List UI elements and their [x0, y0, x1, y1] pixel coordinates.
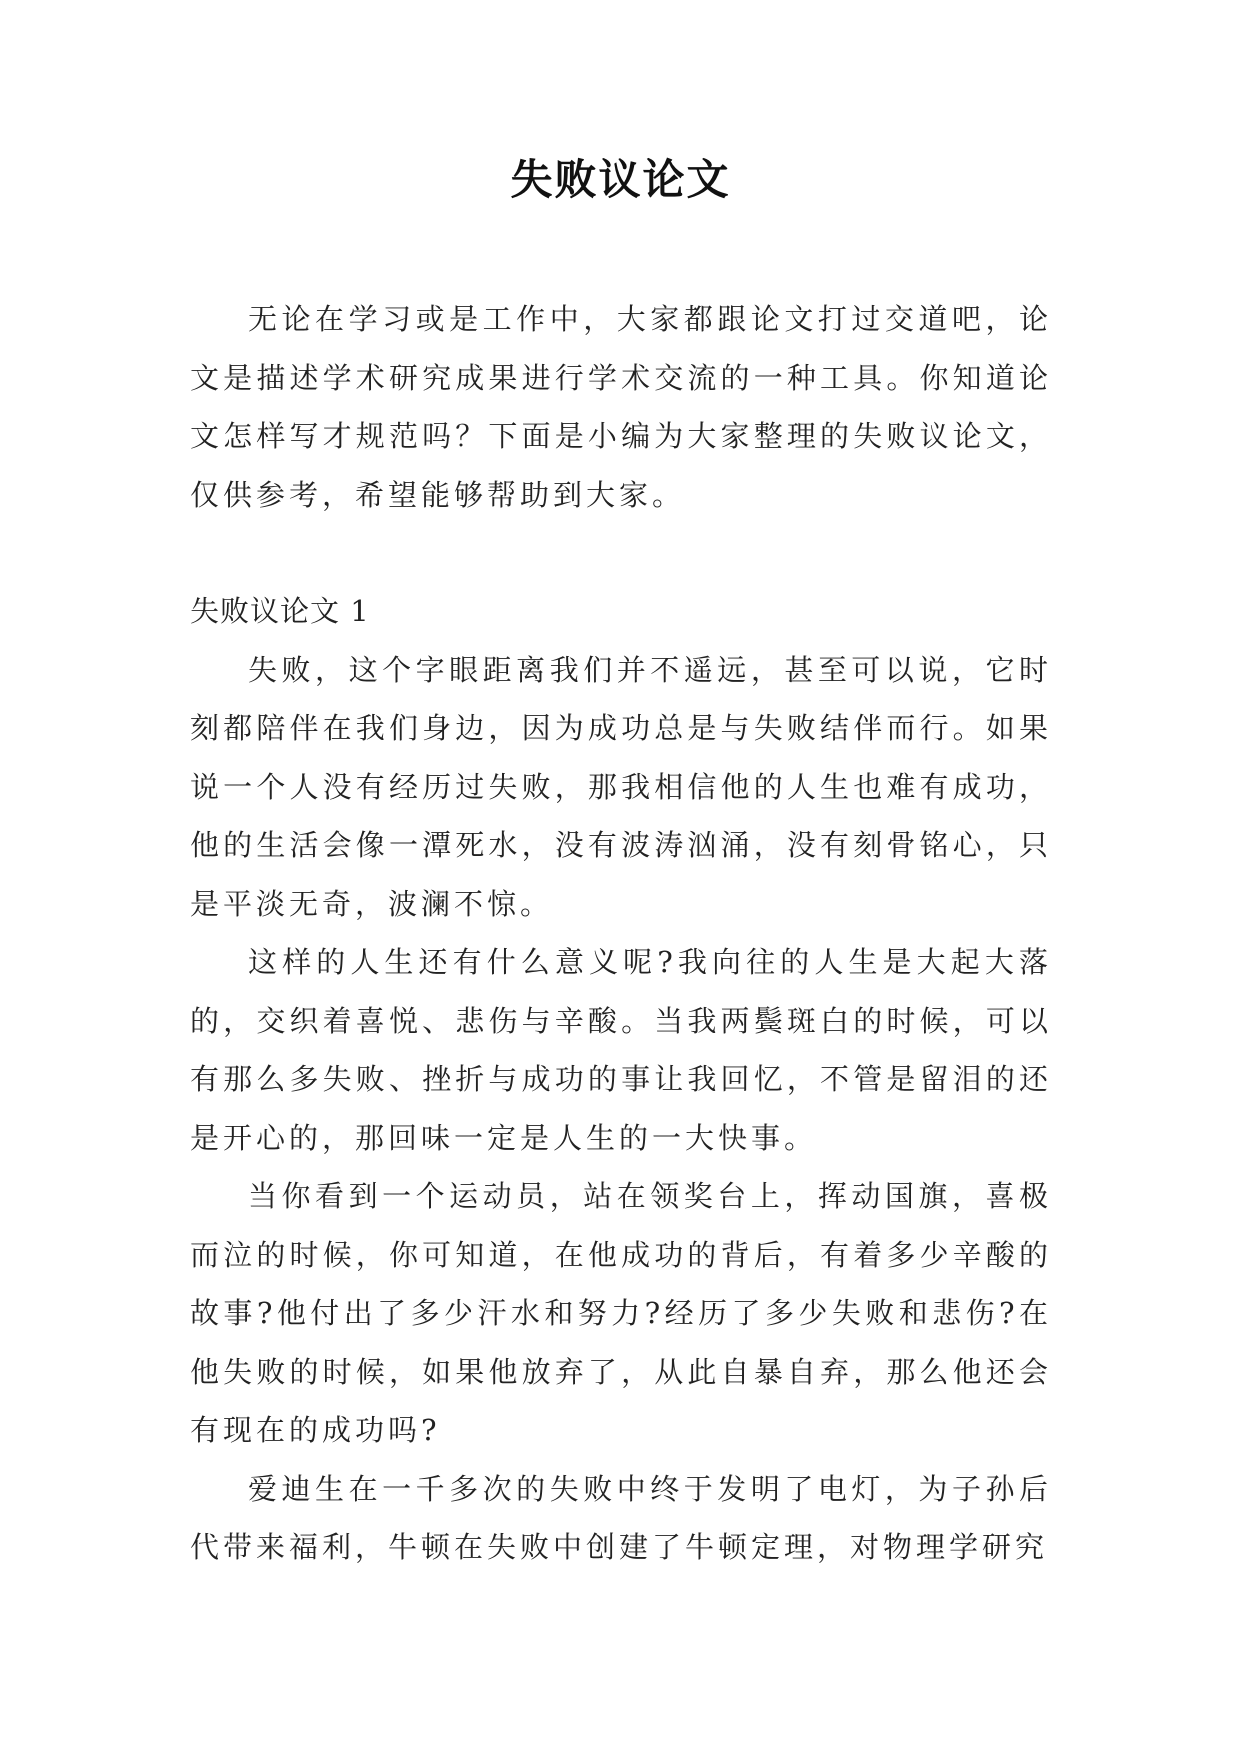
document-body [190, 290, 1052, 1577]
body-paragraph-3: 当你看到一个运动员，站在领奖台上，挥动国旗，喜极而泣的时候，你可知道，在他成功的背后，有着多少辛酸的故事?他付出了多少汗水和努力?经历了多少失败和悲伤?在他失败的时候，如果他放弃了，从此自暴自弃，那么他还会有现在的成功吗? [190, 1179, 1052, 1447]
body-paragraph-4: 爱迪生在一千多次的失败中终于发明了电灯，为子孙后代带来福利，牛顿在失败中创建了牛顿定理，对物理学研究 [190, 1471, 1052, 1564]
document-title: 失败议论文 [510, 155, 731, 204]
intro-paragraph: 无论在学习或是工作中，大家都跟论文打过交道吧，论文是描述学术研究成果进行学术交流的一种工具。你知道论文怎样写才规范吗？下面是小编为大家整理的失败议论文，仅供参考，希望能够帮助到大家。 [190, 302, 1052, 512]
section-heading: 失败议论文 1 [190, 594, 370, 628]
body-paragraph-1: 失败，这个字眼距离我们并不遥远，甚至可以说，它时刻都陪伴在我们身边，因为成功总是与失败结伴而行。如果说一个人没有经历过失败，那我相信他的人生也难有成功，他的生活会像一潭死水，没有波涛汹涌，没有刻骨铭心，只是平淡无奇，波澜不惊。 [190, 652, 1052, 921]
body-paragraph-2: 这样的人生还有什么意义呢?我向往的人生是大起大落的，交织着喜悦、悲伤与辛酸。当我两鬓斑白的时候，可以有那么多失败、挫折与成功的事让我回忆，不管是留泪的还是开心的，那回味一定是人生的一大快事。 [190, 945, 1052, 1155]
